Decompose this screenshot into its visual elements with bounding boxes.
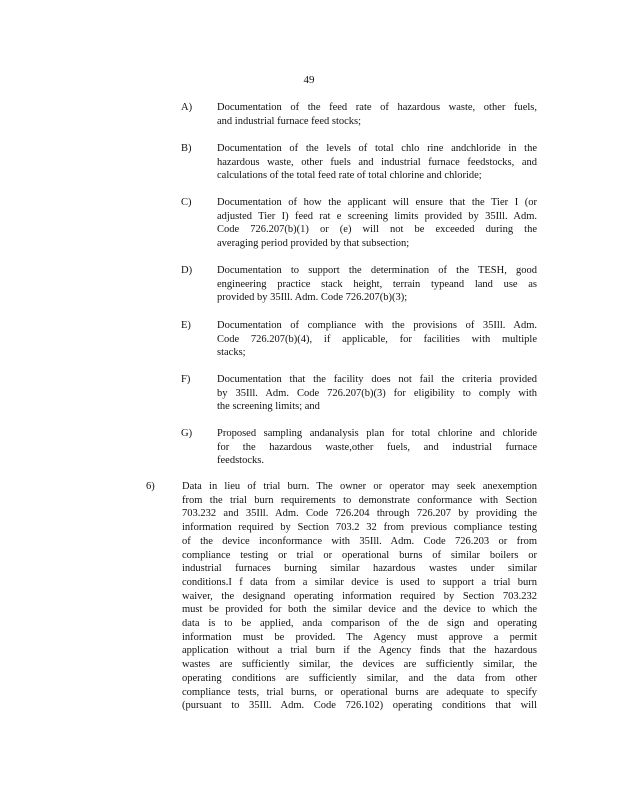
- text-line: conditions.I f data from a similar device is used to support a trial burn: [182, 576, 537, 588]
- subitem-d: [181, 264, 541, 305]
- subitem-text: [217, 373, 537, 414]
- text-line: Documentation of how the applicant will ensure that the Tier I (or: [217, 197, 537, 208]
- text-line: Documentation of the feed rate of hazardous waste, other fuels,: [217, 102, 537, 113]
- text-line: provided by 35Ill. Adm. Code 726.207(b)(3);: [217, 292, 408, 304]
- text-line: Code 726.207(b)(4), if applicable, for facilities with multiple: [217, 333, 537, 345]
- subitem-text: [217, 264, 537, 305]
- text-line: averaging period provided by that subsection;: [217, 238, 410, 250]
- subitem-c: [181, 196, 541, 251]
- text-line: hazardous waste, other fuels and industrial furnace feedstocks, and: [217, 156, 537, 168]
- subitem-label: C): [181, 197, 192, 208]
- subitem-e: [181, 319, 541, 360]
- text-line: Proposed sampling andanalysis plan for total chlorine and chloride: [217, 428, 537, 439]
- text-line: waiver, the designand operating information required by Section 703.232: [182, 590, 537, 602]
- subitem-b: [181, 142, 541, 183]
- subitem-text: [217, 142, 537, 183]
- text-line: calculations of the total feed rate of total chlorine and chloride;: [217, 170, 482, 182]
- text-line: Documentation that the facility does not fail the criteria provided: [217, 374, 537, 385]
- text-line: information required by Section 703.2 32 from previous compliance testing: [182, 522, 537, 534]
- subitem-text: [217, 319, 537, 360]
- text-line: Documentation of compliance with the provisions of 35Ill. Adm.: [217, 320, 537, 331]
- subitem-a: [181, 101, 541, 128]
- text-line: compliance testing or trial or operational burns of similar boilers or: [182, 549, 537, 561]
- text-line: operating conditions are sufficiently similar, and the data from other: [182, 672, 537, 684]
- text-line: Documentation to support the determination of the TESH, good: [217, 265, 537, 276]
- text-line: stacks;: [217, 347, 246, 359]
- text-line: and industrial furnace feed stocks;: [217, 115, 362, 127]
- item-6-text: [182, 480, 537, 713]
- text-line: industrial furnaces burning similar hazardous wastes under similar: [182, 563, 537, 575]
- subitem-label: A): [181, 102, 193, 113]
- subitem-label: F): [181, 374, 191, 385]
- subitem-label: E): [181, 320, 191, 331]
- subitem-text: [217, 427, 537, 468]
- text-line: wastes are sufficiently similar, the devices are sufficiently similar, the: [182, 659, 537, 671]
- text-line: (pursuant to 35Ill. Adm. Code 726.102) operating conditions that will: [182, 700, 537, 712]
- subitem-label: B): [181, 143, 192, 154]
- text-line: application without a trial burn if the Agency finds that the hazardous: [182, 645, 537, 657]
- text-line: adjusted Tier I) feed rat e screening limits provided by 35Ill. Adm.: [217, 210, 537, 222]
- text-line: Code 726.207(b)(1) or (e) will not be exceeded during the: [217, 224, 537, 236]
- text-line: data is to be applied, anda comparison of the de sign and operating: [182, 618, 537, 630]
- text-line: feedstocks.: [217, 455, 264, 467]
- item-6: [146, 480, 541, 713]
- text-line: compliance tests, trial burns, or operational burns are adequate to specify: [182, 686, 537, 698]
- text-line: 703.232 and 35Ill. Adm. Code 726.204 through 726.207 by providing the: [182, 508, 537, 520]
- subitem-text: [217, 196, 537, 251]
- subitem-g: [181, 427, 541, 468]
- item-6-label: 6): [146, 481, 155, 492]
- subitem-text: [217, 101, 537, 128]
- text-line: must be provided for both the similar device and the device to which the: [182, 604, 537, 616]
- text-line: of the device inconformance with 35Ill. Adm. Code 726.203 or from: [182, 535, 537, 547]
- text-line: Data in lieu of trial burn. The owner or operator may seek anexemption: [182, 481, 537, 492]
- text-line: from the trial burn requirements to demonstrate conformance with Section: [182, 494, 537, 506]
- text-line: Documentation of the levels of total chlo rine andchloride in the: [217, 143, 537, 154]
- text-line: for the hazardous waste,other fuels, and industrial furnace: [217, 441, 537, 453]
- text-line: information must be provided. The Agency must approve a permit: [182, 631, 537, 643]
- text-line: the screening limits; and: [217, 401, 320, 413]
- subitem-f: [181, 373, 541, 414]
- subitem-label: G): [181, 428, 193, 439]
- text-line: engineering practice stack height, terrain typeand land use as: [217, 278, 537, 290]
- page-number: 49: [303, 74, 315, 86]
- subitem-label: D): [181, 265, 193, 276]
- text-line: by 35Ill. Adm. Code 726.207(b)(3) for eligibility to comply with: [217, 387, 537, 399]
